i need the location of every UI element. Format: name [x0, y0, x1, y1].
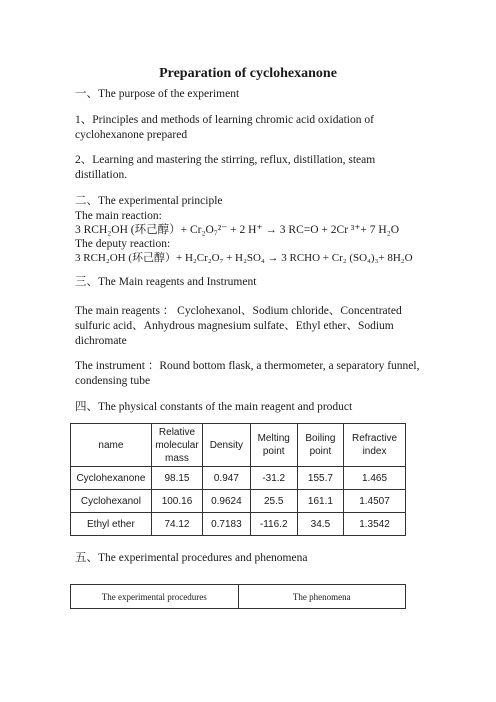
purpose-item-1-line-1: 1、Principles and methods of learning chromic acid oxidation of	[75, 114, 374, 126]
deputy-reaction-equation: 3 RCH₂OH (环己醇）+ H₂Cr₂O₇ + H₂SO₄ → 3 RCHO + Cr₂ (SO₄)₃+ 8H₂O	[75, 252, 413, 264]
section-3-heading: 三、The Main reagents and Instrument	[75, 276, 257, 288]
instrument-line-2: condensing tube	[75, 375, 151, 387]
table-cell: 0.9624	[203, 490, 251, 513]
table-header-cell: Relative molecular mass	[151, 424, 202, 467]
section-5-heading: 五、The experimental procedures and phenomena	[75, 552, 308, 564]
table-cell: 25.5	[250, 490, 297, 513]
table-cell: -116.2	[250, 513, 297, 536]
table-row	[71, 513, 406, 536]
table-header-row	[71, 585, 406, 609]
phenomena-column-header: The phenomena	[238, 585, 406, 609]
reagents-line-2: sulfuric acid、Anhydrous magnesium sulfate、Ethyl ether、Sodium	[75, 320, 394, 332]
table-header-cell: name	[71, 424, 152, 467]
table-cell: 98.15	[151, 467, 202, 490]
table-header-cell: Boiling point	[297, 424, 343, 467]
purpose-item-2-line-2: distillation.	[75, 169, 128, 181]
document-title: Preparation of cyclohexanone	[159, 66, 337, 81]
table-header-cell: Melting point	[250, 424, 297, 467]
reagents-line-3: dichromate	[75, 335, 127, 347]
physical-constants-table	[70, 423, 406, 536]
table-row	[71, 467, 406, 490]
table-cell: 161.1	[297, 490, 343, 513]
instrument-line-1: The instrument ：Round bottom flask, a thermometer, a separatory funnel,	[75, 360, 420, 372]
purpose-item-1-line-2: cyclohexanone prepared	[75, 129, 188, 141]
table-cell: Ethyl ether	[71, 513, 152, 536]
main-reaction-label: The main reaction:	[75, 210, 162, 222]
deputy-reaction-label: The deputy reaction:	[75, 238, 171, 250]
table-cell: 0.7183	[203, 513, 251, 536]
reagents-line-1: The main reagents ： Cyclohexanol、Sodium chloride、Concentrated	[75, 305, 402, 317]
table-cell: 0.947	[203, 467, 251, 490]
table-cell: 100.16	[151, 490, 202, 513]
table-cell: 1.3542	[344, 513, 406, 536]
table-row	[71, 490, 406, 513]
table-header-cell: Density	[203, 424, 251, 467]
table-cell: 155.7	[297, 467, 343, 490]
main-reaction-equation: 3 RCH₂OH (环己醇）+ Cr₂O₇²⁻ + 2 H⁺ → 3 RC=O + 2Cr ³⁺+ 7 H₂O	[75, 224, 400, 236]
table-cell: 74.12	[151, 513, 202, 536]
procedures-table	[70, 584, 406, 609]
table-header-cell: Refractive index	[344, 424, 406, 467]
table-cell: -31.2	[250, 467, 297, 490]
table-cell: 1.4507	[344, 490, 406, 513]
section-1-heading: 一、The purpose of the experiment	[75, 88, 240, 100]
table-cell: Cyclohexanol	[71, 490, 152, 513]
purpose-item-2-line-1: 2、Learning and mastering the stirring, reflux, distillation, steam	[75, 154, 376, 166]
section-2-heading: 二、The experimental principle	[75, 195, 223, 207]
section-4-heading: 四、The physical constants of the main reagent and product	[75, 401, 353, 413]
table-header-row	[71, 424, 406, 467]
table-cell: 1.465	[344, 467, 406, 490]
table-cell: Cyclohexanone	[71, 467, 152, 490]
table-cell: 34.5	[297, 513, 343, 536]
procedures-column-header: The experimental procedures	[71, 585, 239, 609]
